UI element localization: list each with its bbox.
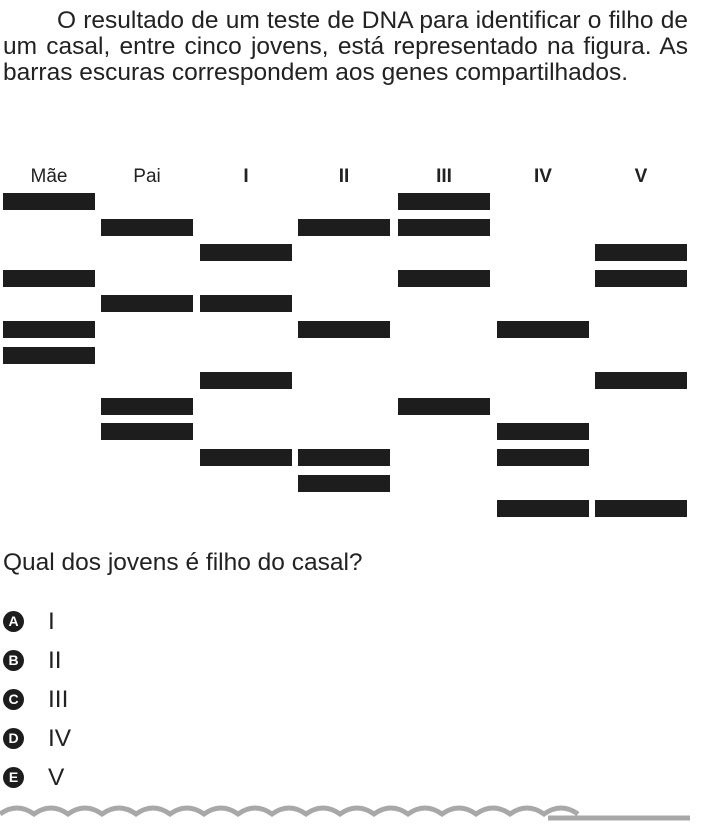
option-b-letter-badge: B: [3, 650, 24, 671]
answer-options: [3, 602, 71, 797]
dna-band: [595, 500, 687, 517]
dna-band: [101, 398, 193, 415]
option-d-letter-badge: D: [3, 728, 24, 749]
dna-band: [3, 193, 95, 210]
dna-band: [398, 219, 490, 236]
option-a-letter-badge: A: [3, 611, 24, 632]
column-label-mae: Mãe: [30, 166, 68, 187]
dna-band: [3, 321, 95, 338]
option-a[interactable]: [3, 602, 71, 641]
dna-band: [298, 321, 390, 338]
column-label-pai: Pai: [133, 166, 161, 187]
dna-figure: [0, 160, 701, 530]
option-a-text: I: [48, 607, 55, 635]
dna-band: [3, 347, 95, 364]
column-label-v: V: [634, 166, 648, 187]
dna-band: [200, 449, 292, 466]
dna-band: [200, 372, 292, 389]
option-b[interactable]: [3, 641, 71, 680]
dna-band: [101, 219, 193, 236]
dna-band: [497, 423, 589, 440]
dna-band: [200, 244, 292, 261]
dna-band: [101, 295, 193, 312]
footer-wave-divider: [0, 800, 701, 835]
dna-band: [298, 219, 390, 236]
option-c-text: III: [48, 685, 69, 713]
column-label-ii: II: [338, 166, 350, 187]
dna-band: [497, 449, 589, 466]
dna-band: [398, 270, 490, 287]
dna-band: [595, 244, 687, 261]
column-label-iv: IV: [534, 166, 552, 187]
dna-band: [497, 321, 589, 338]
option-e-letter-badge: E: [3, 767, 24, 788]
dna-band: [3, 270, 95, 287]
column-label-i: I: [243, 166, 249, 187]
option-e-text: V: [48, 763, 65, 791]
dna-band: [595, 270, 687, 287]
dna-band: [298, 475, 390, 492]
dna-band: [398, 398, 490, 415]
option-c[interactable]: [3, 680, 71, 719]
dna-band: [298, 449, 390, 466]
dna-band: [200, 295, 292, 312]
option-d[interactable]: [3, 719, 71, 758]
option-e[interactable]: [3, 758, 71, 797]
dna-band: [398, 193, 490, 210]
dna-band: [497, 500, 589, 517]
option-d-text: IV: [48, 724, 72, 752]
option-c-letter-badge: C: [3, 689, 24, 710]
question-text: Qual dos jovens é filho do casal?: [3, 549, 363, 576]
dna-band: [101, 423, 193, 440]
column-label-iii: III: [436, 166, 452, 187]
option-b-text: II: [48, 646, 62, 674]
question-intro: O resultado de um teste de DNA para identificar o filho de um casal, entre cinco jovens, está representado na figura. As barras escuras correspondem aos genes compartilhados.: [3, 7, 688, 86]
dna-band: [595, 372, 687, 389]
